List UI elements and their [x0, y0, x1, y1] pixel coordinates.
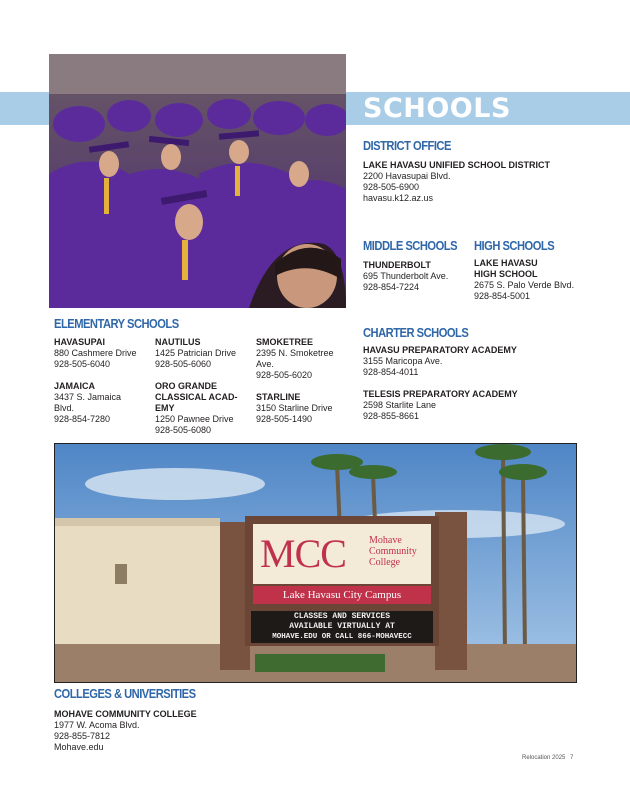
- havasupai-phone: 928-505-6040: [54, 359, 111, 369]
- jamaica-name: JAMAICA: [54, 381, 96, 391]
- telesis-prep-entry: [363, 389, 603, 422]
- starline-phone: 928-505-1490: [256, 414, 313, 424]
- college-address: 1977 W. Acoma Blvd.: [54, 720, 140, 730]
- graduation-photo: [49, 54, 346, 308]
- college-phone: 928-855-7812: [54, 731, 111, 741]
- college-name-line3: College: [369, 557, 401, 568]
- campus-label: Lake Havasu City Campus: [282, 589, 402, 601]
- nautilus-entry: [155, 337, 253, 370]
- high-school-address: 2675 S. Palo Verde Blvd.: [474, 280, 575, 290]
- jamaica-address-line2: Blvd.: [54, 403, 75, 413]
- elementary-schools-heading: ELEMENTARY SCHOOLS: [54, 316, 179, 331]
- mcc-college-name: [369, 535, 417, 568]
- high-school-name-line1: LAKE HAVASU: [474, 258, 538, 268]
- oro-grande-name-line2: CLASSICAL ACAD-: [155, 392, 238, 402]
- middle-schools-heading: MIDDLE SCHOOLS: [363, 238, 458, 253]
- thunderbolt-address: 695 Thunderbolt Ave.: [363, 271, 449, 281]
- oro-grande-name-line1: ORO GRANDE: [155, 381, 218, 391]
- mcc-campus-photo: [54, 443, 577, 683]
- thunderbolt-phone: 928-854-7224: [363, 282, 420, 292]
- district-name: LAKE HAVASU UNIFIED SCHOOL DISTRICT: [363, 160, 551, 170]
- telesis-prep-address: 2598 Starlite Lane: [363, 400, 437, 410]
- district-website[interactable]: havasu.k12.az.us: [363, 193, 434, 203]
- district-office-entry: [363, 160, 603, 204]
- starline-name: STARLINE: [256, 392, 301, 402]
- havasupai-entry: [54, 337, 152, 370]
- page-number: 7: [570, 755, 574, 761]
- college-website[interactable]: Mohave.edu: [54, 742, 104, 752]
- oro-grande-name-line3: EMY: [155, 403, 175, 413]
- nautilus-address: 1425 Patrician Drive: [155, 348, 237, 358]
- high-school-phone: 928-854-5001: [474, 291, 531, 301]
- havasu-prep-address: 3155 Maricopa Ave.: [363, 356, 443, 366]
- havasu-prep-name: HAVASU PREPARATORY ACADEMY: [363, 345, 517, 355]
- college-name: MOHAVE COMMUNITY COLLEGE: [54, 709, 197, 719]
- havasupai-address: 880 Cashmere Drive: [54, 348, 137, 358]
- nautilus-name: NAUTILUS: [155, 337, 201, 347]
- marquee-line2: AVAILABLE VIRTUALLY AT: [289, 622, 395, 631]
- thunderbolt-entry: [363, 260, 471, 293]
- marquee-line1: CLASSES AND SERVICES: [293, 612, 390, 621]
- thunderbolt-name: THUNDERBOLT: [363, 260, 431, 270]
- starline-address: 3150 Starline Drive: [256, 403, 333, 413]
- smoketree-phone: 928-505-6020: [256, 370, 313, 380]
- high-schools-heading: HIGH SCHOOLS: [474, 238, 555, 253]
- smoketree-address-line2: Ave.: [256, 359, 274, 369]
- mcc-logo: MCC: [260, 531, 346, 576]
- oro-grande-phone: 928-505-6080: [155, 425, 212, 435]
- lake-havasu-high-entry: [474, 258, 604, 302]
- jamaica-entry: [54, 381, 152, 425]
- page-footer: [522, 755, 573, 761]
- charter-schools-heading: CHARTER SCHOOLS: [363, 325, 469, 340]
- havasu-prep-phone: 928-854-4011: [363, 367, 419, 377]
- district-phone: 928-505-6900: [363, 182, 420, 192]
- page-title: SCHOOLS: [363, 93, 511, 124]
- starline-entry: [256, 392, 354, 425]
- telesis-prep-name: TELESIS PREPARATORY ACADEMY: [363, 389, 518, 399]
- havasu-prep-entry: [363, 345, 603, 378]
- nautilus-phone: 928-505-6060: [155, 359, 212, 369]
- havasupai-name: HAVASUPAI: [54, 337, 106, 347]
- oro-grande-entry: [155, 381, 253, 436]
- district-office-heading: DISTRICT OFFICE: [363, 138, 451, 153]
- high-school-name-line2: HIGH SCHOOL: [474, 269, 538, 279]
- smoketree-entry: [256, 337, 354, 381]
- mohave-college-entry: [54, 709, 294, 753]
- telesis-prep-phone: 928-855-8661: [363, 411, 420, 421]
- jamaica-address-line1: 3437 S. Jamaica: [54, 392, 122, 402]
- footer-label: Relocation 2025: [522, 755, 566, 761]
- college-name-line1: Mohave: [369, 535, 402, 546]
- smoketree-address-line1: 2395 N. Smoketree: [256, 348, 334, 358]
- oro-grande-address: 1250 Pawnee Drive: [155, 414, 234, 424]
- college-name-line2: Community: [369, 546, 417, 557]
- colleges-heading: COLLEGES & UNIVERSITIES: [54, 686, 196, 701]
- marquee-message: [251, 612, 433, 642]
- district-address: 2200 Havasupai Blvd.: [363, 171, 451, 181]
- marquee-line3: MOHAVE.EDU OR CALL 866-MOHAVECC: [272, 633, 412, 641]
- smoketree-name: SMOKETREE: [256, 337, 314, 347]
- jamaica-phone: 928-854-7280: [54, 414, 111, 424]
